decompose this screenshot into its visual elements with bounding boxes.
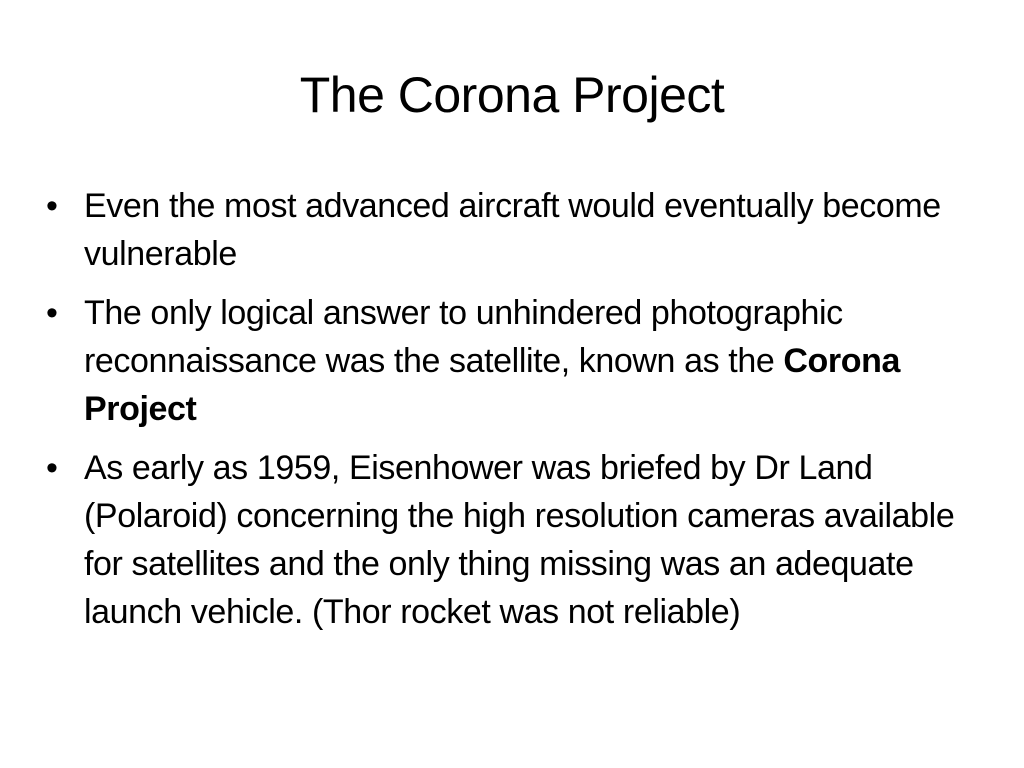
bullet-bold-text: Corona Project — [84, 342, 900, 428]
bullet-item — [46, 444, 976, 636]
bullet-item — [46, 182, 976, 278]
bullet-text: Even the most advanced aircraft would eventually become vulnerable — [84, 187, 941, 273]
bullet-text: As early as 1959, Eisenhower was briefed by Dr Land (Polaroid) concerning the high resolution cameras available for satellites and the only thing missing was an adequate launch vehicle. (Thor rocket was not reliable) — [84, 449, 955, 631]
slide-title: The Corona Project — [299, 67, 725, 123]
bullet-text: The only logical answer to unhindered photographic reconnaissance was the satellite, known as the — [84, 294, 843, 380]
bullet-item — [46, 289, 976, 433]
bullet-dot-icon: • — [46, 294, 58, 332]
bullet-dot-icon: • — [46, 449, 58, 487]
bullet-dot-icon: • — [46, 187, 58, 225]
bullet-list — [46, 182, 976, 647]
